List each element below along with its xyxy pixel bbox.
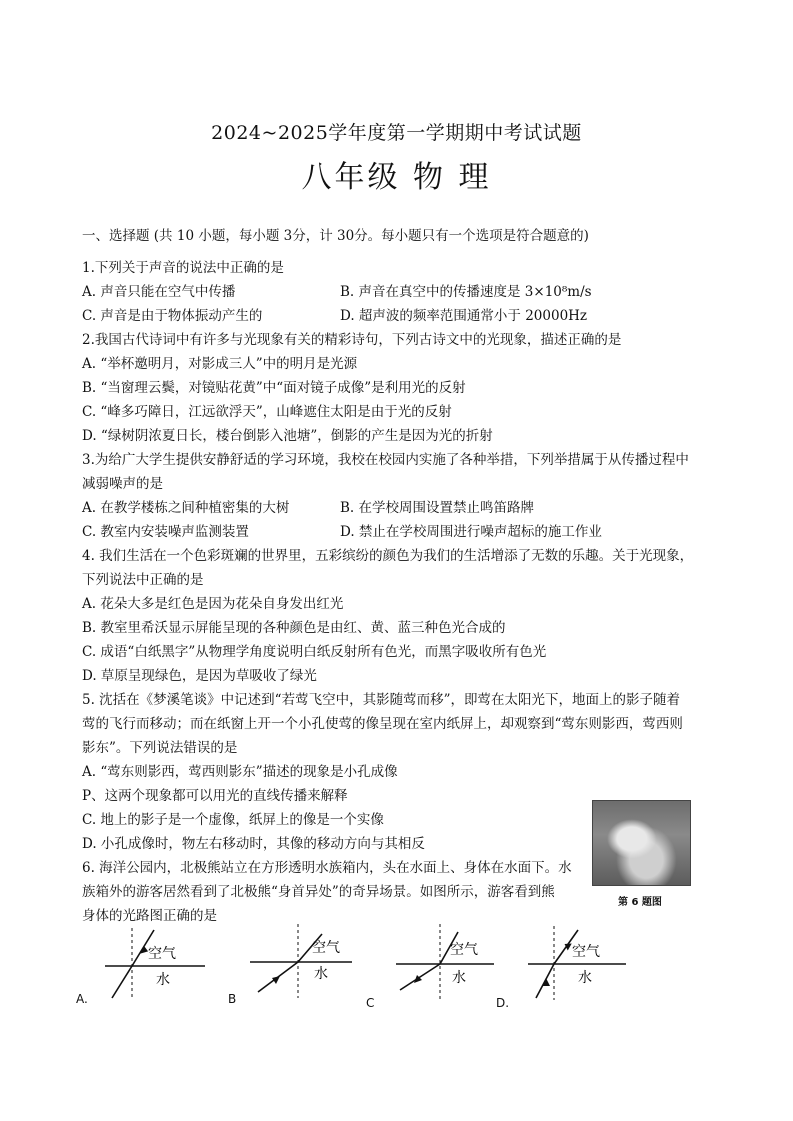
light-path-diagram-b — [228, 920, 368, 1000]
diagram-label-c: C — [366, 996, 375, 1010]
q2-stem: 2.我国古代诗词中有许多与光现象有关的精彩诗句，下列古诗文中的光现象，描述正确的是 — [82, 332, 622, 348]
q3-stem-line1: 3.为给广大学生提供安静舒适的学习环境，我校在校园内实施了各种举措，下列举措属于从传播过程中 — [82, 452, 689, 468]
q3-option-c: C. 教室内安装噪声监测装置 — [82, 524, 249, 540]
q5-option-c: C. 地上的影子是一个虚像，纸屏上的像是一个实像 — [82, 812, 384, 828]
air-label-d: 空气 — [572, 944, 600, 960]
exam-title: 2024~2025学年度第一学期期中考试试题 — [211, 122, 582, 144]
q5-stem-line3: 影东”。下列说法错误的是 — [82, 740, 238, 756]
q3-option-d: D. 禁止在学校周围进行噪声超标的施工作业 — [340, 524, 602, 540]
q4-stem-line1: 4. 我们生活在一个色彩斑斓的世界里，五彩缤纷的颜色为我们的生活增添了无数的乐趣。关于光现象， — [82, 548, 694, 564]
light-path-diagram-c — [366, 920, 506, 1000]
q6-stem-line3: 身体的光路图正确的是 — [82, 908, 217, 924]
diagram-label-b: B — [228, 992, 237, 1006]
section-heading: 一、选择题 (共 10 小题，每小题 3分，计 30分。每小题只有一个选项是符合题意的) — [82, 228, 589, 244]
q1-option-a: A. 声音只能在空气中传播 — [82, 284, 236, 300]
q2-option-c: C. “峰多巧障日，江远欲浮天”，山峰遮住太阳是由于光的反射 — [82, 404, 452, 420]
water-label-c: 水 — [452, 970, 466, 986]
q4-option-a: A. 花朵大多是红色是因为花朵自身发出红光 — [82, 596, 344, 612]
light-path-diagram-d — [500, 920, 640, 1000]
q4-option-b: B. 教室里希沃显示屏能呈现的各种颜色是由红、黄、蓝三种色光合成的 — [82, 620, 506, 636]
q6-stem-line1: 6. 海洋公园内，北极熊站立在方形透明水族箱内，头在水面上、身体在水面下。水 — [82, 860, 572, 876]
q1-stem: 1.下列关于声音的说法中正确的是 — [82, 260, 284, 276]
q4-option-d: D. 草原呈现绿色，是因为草吸收了绿光 — [82, 668, 317, 684]
q5-stem-line1: 5. 沈括在《梦溪笔谈》中记述到“若莺飞空中，其影随莺而移”，即莺在太阳光下，地面上的影子随着 — [82, 692, 680, 708]
exam-subtitle: 八年级 物 理 — [301, 160, 492, 195]
air-label-c: 空气 — [450, 942, 478, 958]
q1-option-c: C. 声音是由于物体振动产生的 — [82, 308, 263, 324]
q5-option-b: P、这两个现象都可以用光的直线传播来解释 — [82, 788, 348, 804]
q3-stem-line2: 减弱噪声的是 — [82, 476, 163, 492]
q5-option-d: D. 小孔成像时，物左右移动时，其像的移动方向与其相反 — [82, 836, 425, 852]
q2-option-b: B. “当窗理云鬓，对镜贴花黄”中“面对镜子成像”是利用光的反射 — [82, 380, 466, 396]
q1-option-d: D. 超声波的频率范围通常小于 20000Hz — [340, 308, 588, 324]
q6-stem-line2: 族箱外的游客居然看到了北极熊“身首异处”的奇异场景。如图所示，游客看到熊 — [82, 884, 555, 900]
q2-option-d: D. “绿树阴浓夏日长，楼台倒影入池塘”，倒影的产生是因为光的折射 — [82, 428, 493, 444]
air-label-b: 空气 — [312, 940, 340, 956]
q3-option-b: B. 在学校周围设置禁止鸣笛路牌 — [340, 500, 535, 516]
water-label-a: 水 — [156, 972, 170, 988]
q1-option-b: B. 声音在真空中的传播速度是 3×10⁸m/s — [340, 284, 592, 300]
q5-option-a: A. “莺东则影西，莺西则影东”描述的现象是小孔成像 — [82, 764, 398, 780]
water-label-b: 水 — [314, 966, 328, 982]
light-path-diagram-a — [80, 920, 220, 1000]
q4-stem-line2: 下列说法中正确的是 — [82, 572, 204, 588]
q5-stem-line2: 莺的飞行而移动；而在纸窗上开一个小孔使莺的像呈现在室内纸屏上，却观察到“莺东则影西，莺西则 — [82, 716, 683, 732]
q3-option-a: A. 在教学楼栋之间种植密集的大树 — [82, 500, 290, 516]
water-label-d: 水 — [578, 970, 592, 986]
diagram-label-d: D. — [496, 996, 510, 1010]
air-label-a: 空气 — [148, 946, 176, 962]
polar-bear-photo — [592, 800, 691, 886]
q4-option-c: C. 成语“白纸黑字”从物理学角度说明白纸反射所有色光，而黑字吸收所有色光 — [82, 644, 547, 660]
diagram-label-a: A. — [76, 992, 88, 1006]
q2-option-a: A. “举杯邀明月，对影成三人”中的明月是光源 — [82, 356, 358, 372]
figure-caption: 第 6 题图 — [618, 897, 662, 908]
